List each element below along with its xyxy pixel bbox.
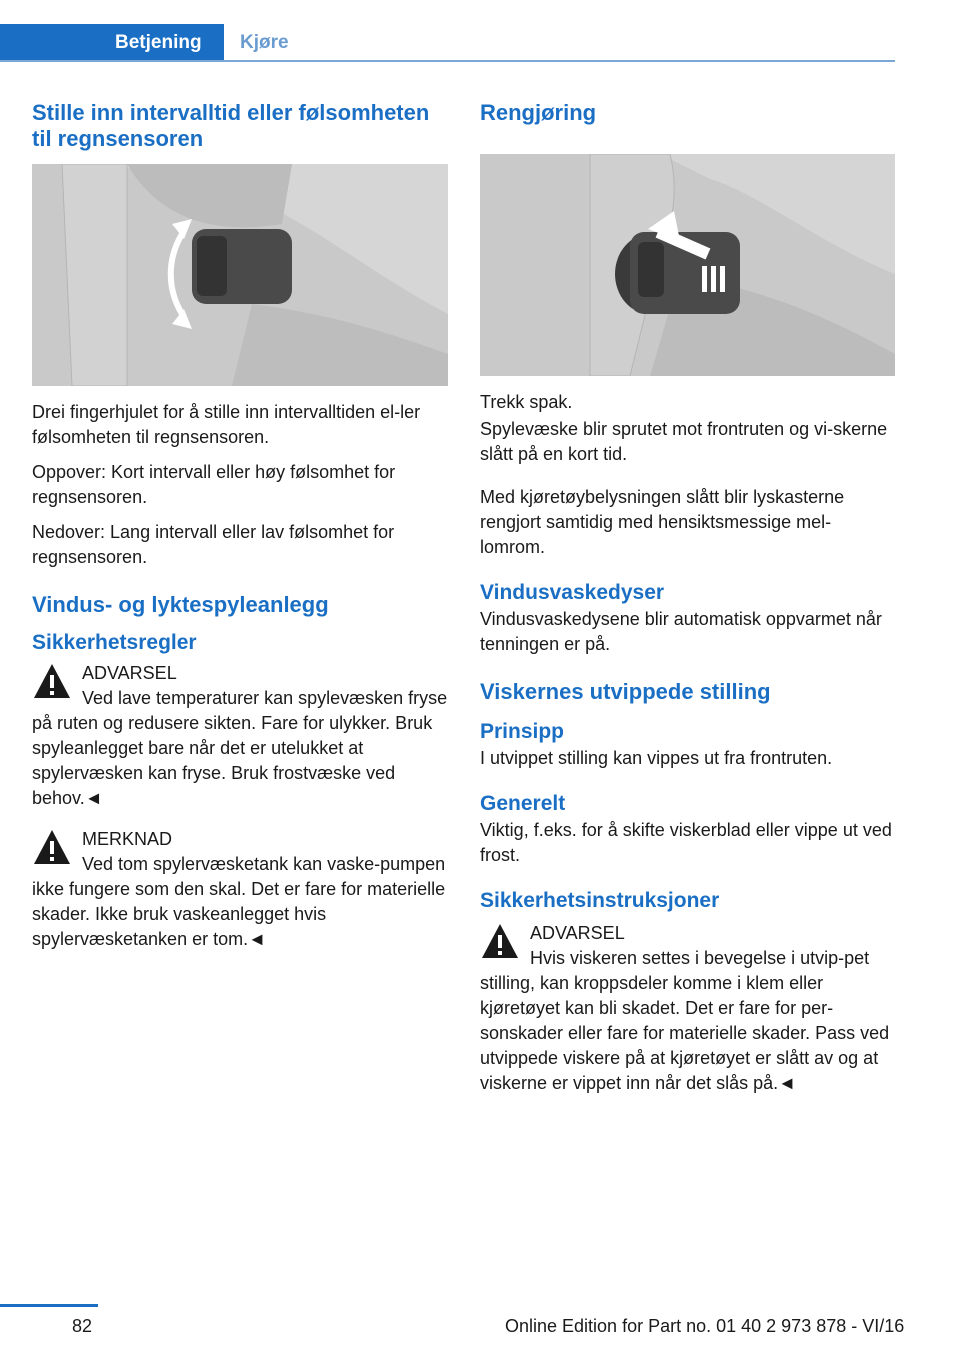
paragraph: Vindusvaskedysene blir automatisk oppvarmet når tenningen er på. bbox=[480, 609, 882, 654]
section-title-wiper-position: Viskernes utvippede stilling bbox=[480, 679, 771, 704]
paragraph: Viktig, f.eks. for å skifte viskerblad eller vippe ut ved frost. bbox=[480, 820, 892, 865]
warning-label: ADVARSEL bbox=[82, 663, 177, 683]
header-divider bbox=[0, 60, 895, 62]
paragraph: Med kjøretøybelysningen slått blir lyskasterne rengjort samtidig med hensiktsmessige mel-lomrom. bbox=[480, 487, 845, 557]
paragraph: Drei fingerhjulet for å stille inn intervalltiden el-ler følsomheten til regnsensoren. bbox=[32, 402, 421, 447]
footer-divider bbox=[0, 1304, 98, 1307]
paragraph: Nedover: Lang intervall eller lav følsomhet for regnsensoren. bbox=[32, 522, 395, 567]
warning-triangle-icon bbox=[480, 921, 520, 961]
subsection-nozzles: Vindusvaskedyser bbox=[480, 581, 665, 604]
wiper-lever-pull-illustration bbox=[480, 154, 895, 376]
page-number: 82 bbox=[72, 1316, 93, 1336]
notice-label: MERKNAD bbox=[82, 829, 173, 849]
paragraph: Trekk spak. bbox=[480, 392, 573, 412]
notice-block bbox=[32, 827, 448, 952]
warning-text: Hvis viskeren settes i bevegelse i utvip-pet stilling, kan kroppsdeler komme i klem eller kjøretøyet kan bli skadet. Det er fare for per-sonskader eller fare for materielle skader. Pass ved utvippede viskere på at kjøretøyet er slått av og at viskerne er vippet inn når det slås på.◄ bbox=[480, 948, 890, 1093]
wiper-lever-thumbwheel-illustration bbox=[32, 164, 448, 386]
warning-block bbox=[480, 921, 896, 1096]
warning-label: ADVARSEL bbox=[530, 923, 625, 943]
warning-text: Ved lave temperaturer kan spylevæsken fryse på ruten og redusere sikten. Fare for ulykker. Bruk spyleanlegget bare når det er utelukket at spylervæsken kan fryse. Bruk frostvæske ved behov.◄ bbox=[32, 688, 448, 808]
notice-text: Ved tom spylervæsketank kan vaske-pumpen ikke fungere som den skal. Det er fare for materielle skader. Ikke bruk vaskeanlegget hvis spylervæsketanken er tom.◄ bbox=[32, 854, 446, 949]
warning-triangle-icon bbox=[32, 661, 72, 701]
subsection-safety-instructions: Sikkerhetsinstruksjoner bbox=[480, 889, 720, 912]
section-title-washer: Vindus- og lyktespyleanlegg bbox=[32, 592, 329, 617]
subsection-safety: Sikkerhetsregler bbox=[32, 631, 197, 654]
paragraph: Spylevæske blir sprutet mot frontruten og vi-skerne slått på en kort tid. bbox=[480, 419, 888, 464]
warning-block bbox=[32, 661, 448, 811]
subsection-general: Generelt bbox=[480, 792, 566, 815]
right-column bbox=[480, 100, 896, 1104]
edition-note: Online Edition for Part no. 01 40 2 973 878 - VI/16 bbox=[505, 1316, 905, 1336]
section-title-cleaning: Rengjøring bbox=[480, 100, 597, 125]
paragraph: I utvippet stilling kan vippes ut fra frontruten. bbox=[480, 748, 833, 768]
section-title-interval: Stille inn intervalltid eller følsomheten til regnsensoren bbox=[32, 100, 430, 151]
page-header bbox=[0, 0, 895, 62]
left-column bbox=[32, 100, 448, 960]
tab-kjore[interactable]: Kjøre bbox=[240, 32, 289, 53]
tab-betjening[interactable]: Betjening bbox=[0, 24, 224, 62]
paragraph: Oppover: Kort intervall eller høy følsomhet for regnsensoren. bbox=[32, 462, 396, 507]
warning-triangle-icon bbox=[32, 827, 72, 867]
subsection-principle: Prinsipp bbox=[480, 720, 565, 743]
